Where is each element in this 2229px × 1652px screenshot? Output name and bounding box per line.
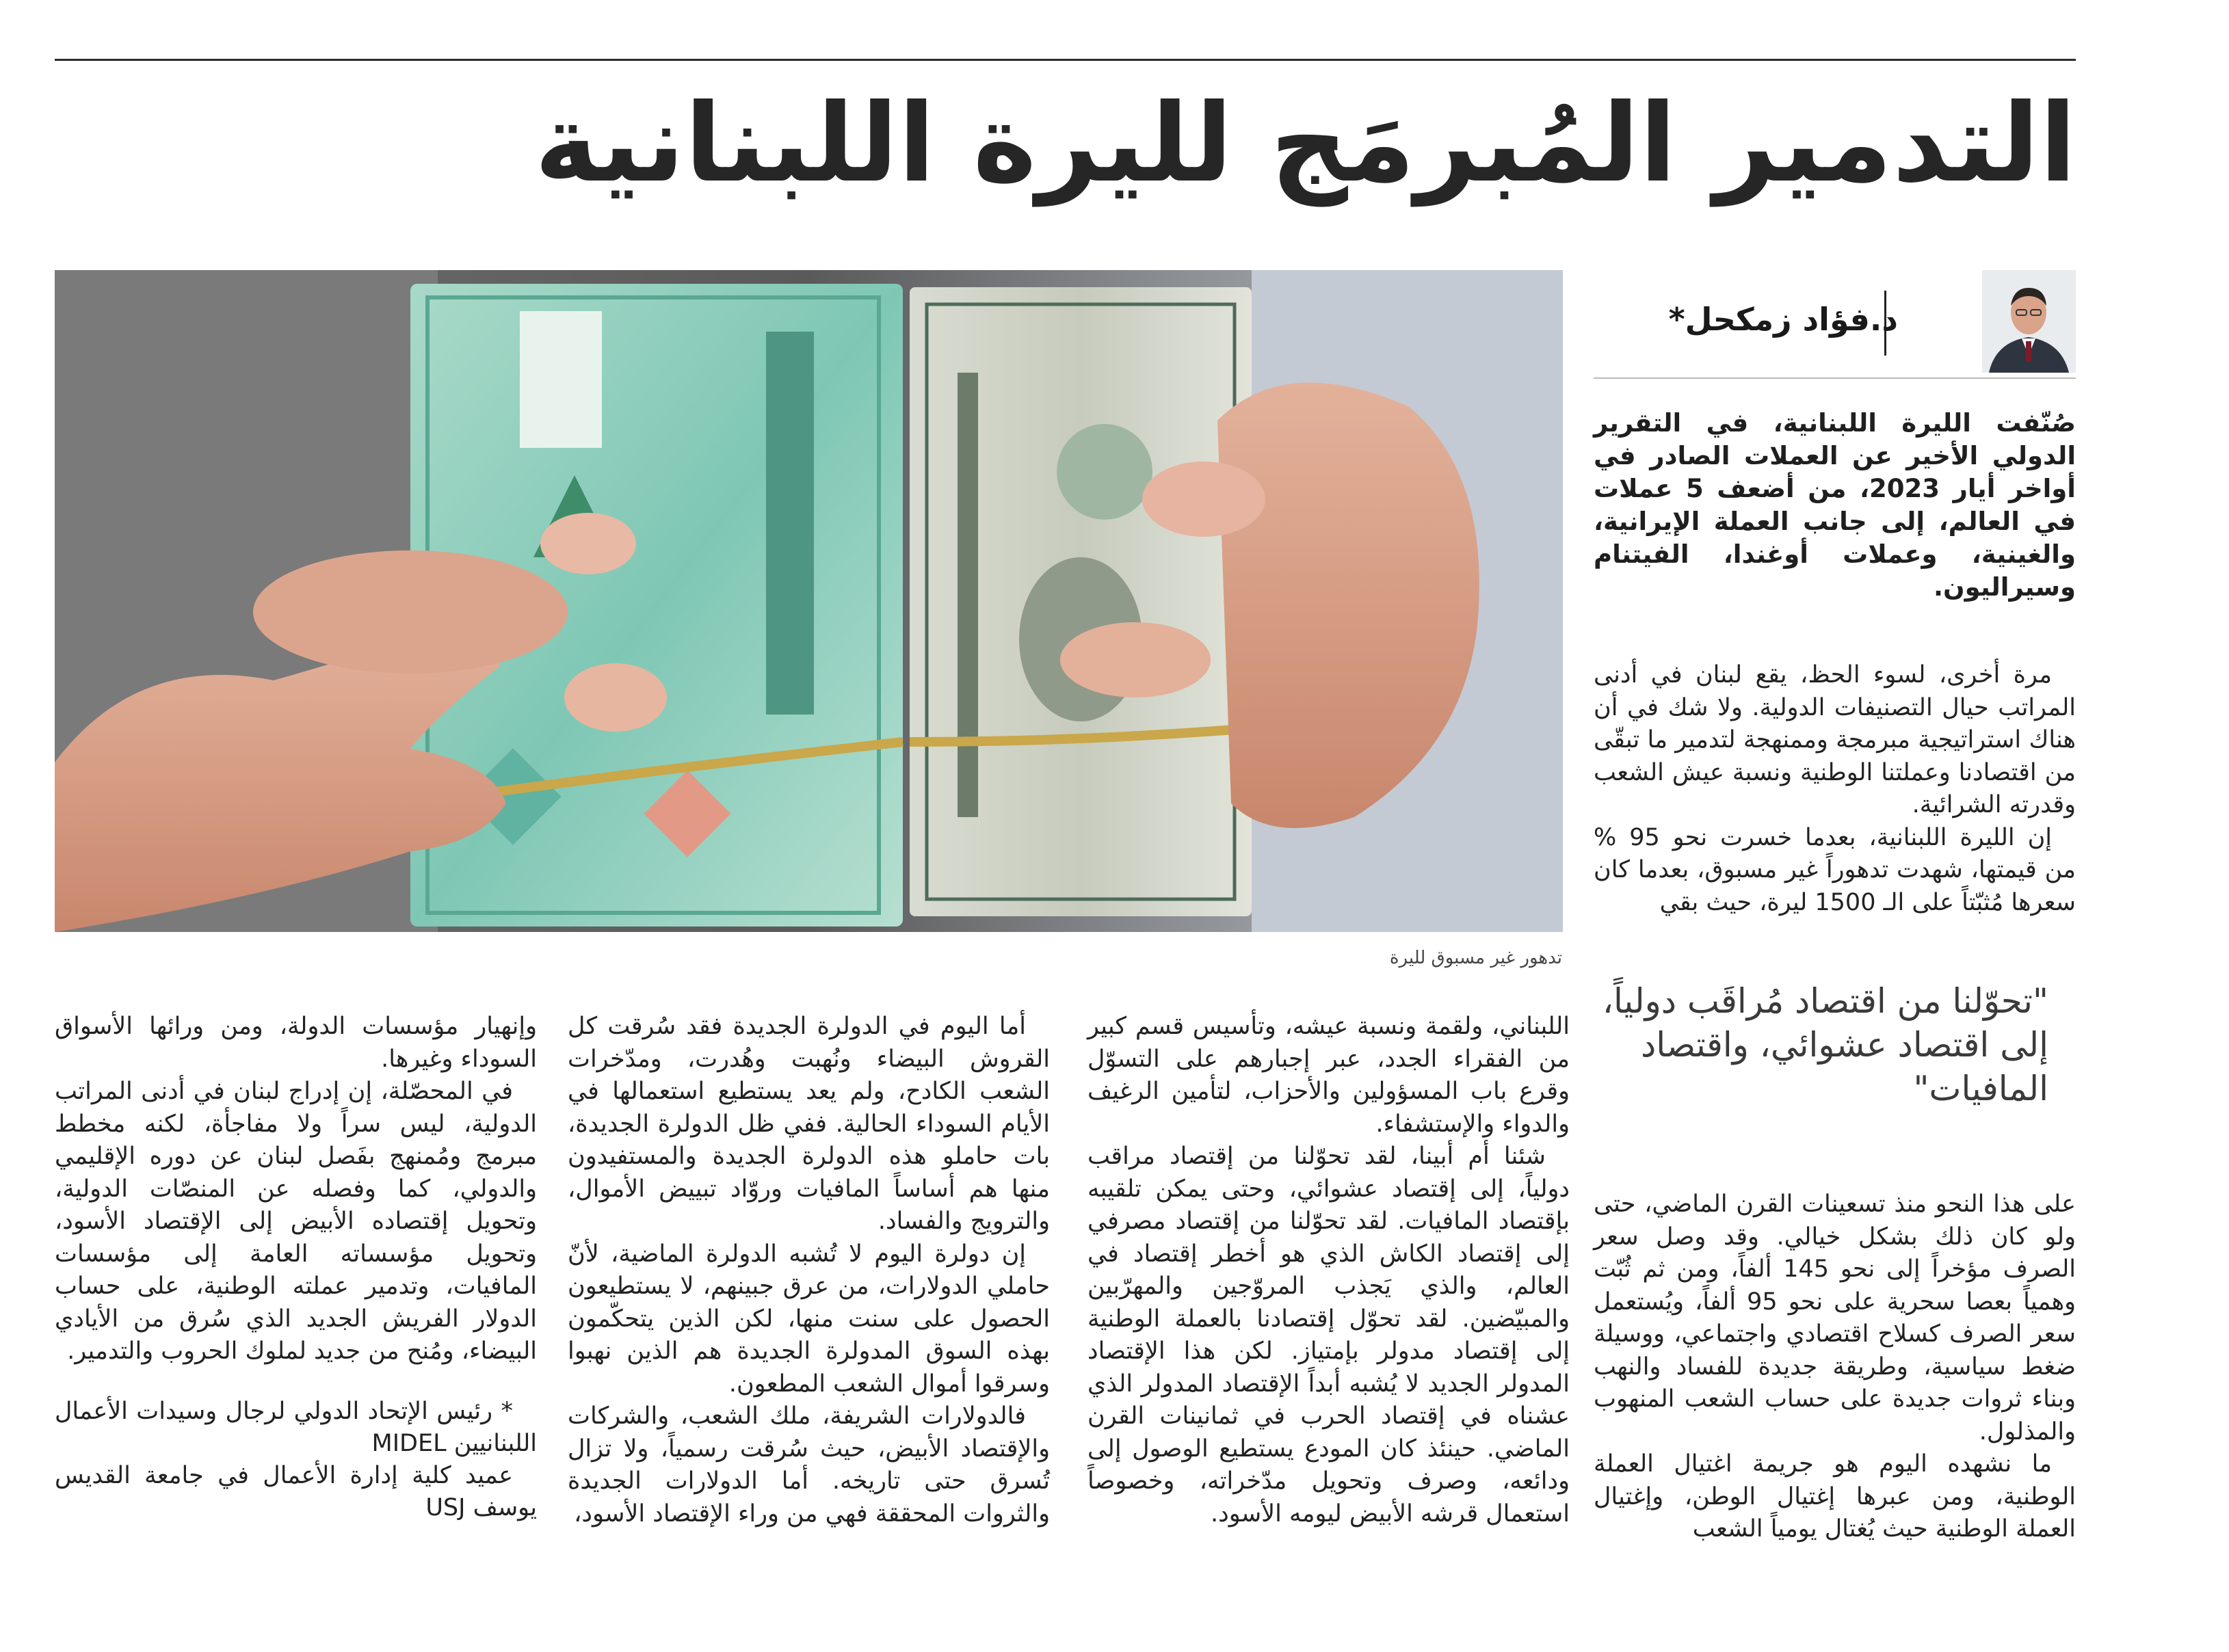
author-portrait	[1982, 270, 2076, 373]
pull-quote: "تحوّلنا من اقتصاد مُراقَب دولياً، إلى اقتصاد عشوائي، واقتصاد المافيات"	[1602, 981, 2048, 1108]
article-photo	[55, 270, 1563, 932]
bio-line: عميد كلية إدارة الأعمال في جامعة القديس يوسف USJ	[55, 1461, 537, 1521]
body-paragraph: مرة أخرى، لسوء الحظ، يقع لبنان في أدنى المراتب حيال التصنيفات الدولية. ولا شك في أن هناك استراتيجية مبرمجة وممنهجة لتدمير ما تبقّى من اقتصادنا وعملتنا الوطنية ونسبة عيش الشعب وقدرته الشرائية.	[1594, 661, 2076, 818]
body-paragraph: إن دولرة اليوم لا تُشبه الدولرة الماضية، لأنّ حاملي الدولارات، من عرق جبينهم، لا يستطيعون الحصول على سنت منها، لكن الذين يتحكّمون بهذه السوق المدولرة الجديدة هم الذين نهبوا وسرقوا أموال الشعب المطعون.	[568, 1240, 1050, 1398]
column-3	[568, 1011, 1050, 1530]
bio-line: * رئيس الإتحاد الدولي لرجال وسيدات الأعمال اللبنانيين MIDEL	[55, 1397, 537, 1457]
body-paragraph: في المحصّلة، إن إدراج لبنان في أدنى المراتب الدولية، ليس سراً ولا مفاجأة، لكنه مخطط مبرمج ومُمنهج بفَصل لبنان عن دوره الإقليمي والدولي، كما وفصله عن المنصّات الدولية، وتحويل إقتصاده الأبيض إلى الإقتصاد الأسود، وتحويل مؤسساته العامة إلى مؤسسات المافيات، وتدمير عملته الوطنية، على حساب الدولار الفريش الجديد الذي سُرق من الأيادي البيضاء، ومُنح من جديد لملوك الحروب والتدمير.	[55, 1078, 537, 1365]
lead-paragraph: صُنّفت الليرة اللبنانية، في التقرير الدولي الأخير عن العملات الصادر في أواخر أيار 2023، من أضعف 5 عملات في العالم، إلى جانب العملة الإيرانية، والغينية، وعملات أوغندا، الفيتنام وسيراليون.	[1594, 408, 2076, 602]
body-paragraph: إن الليرة اللبنانية، بعدما خسرت نحو 95 % من قيمتها، شهدت تدهوراً غير مسبوق، بعدما كان سعرها مُثبّتاً على الـ 1500 ليرة، حيث بقي	[1594, 823, 2076, 916]
body-paragraph: وإنهيار مؤسسات الدولة، ومن ورائها الأسواق السوداء وغيرها.	[55, 1013, 537, 1073]
body-paragraph: شئنا أم أبينا، لقد تحوّلنا من إقتصاد مراقب دولياً، إلى إقتصاد عشوائي، وحتى يمكن تلقيبه بإقتصاد المافيات. لقد تحوّلنا من إقتصاد مصرفي إلى إقتصاد الكاش الذي هو أخطر إقتصاد في العالم، والذي يَجذب المروّجين والمهرّبين والمبيّضين. لقد تحوّل إقتصادنا بالعملة الوطنية إلى إقتصاد مدولر بإمتياز. لكن هذا الإقتصاد المدولر الجديد لا يُشبه أبداً الإقتصاد المدولر الذي عشناه في إقتصاد الحرب في ثمانينات القرن الماضي. حينئذ كان المودع يستطيع الوصول إلى ودائعه، وصرف وتحويل مدّخراته، وخصوصاً استعمال قرشه الأبيض ليومه الأسود.	[1087, 1143, 1570, 1528]
column-4	[55, 1011, 537, 1524]
top-rule	[55, 59, 2076, 61]
body-paragraph: على هذا النحو منذ تسعينات القرن الماضي، حتى ولو كان ذلك بشكل خيالي. وقد وصل سعر الصرف مؤخراً إلى نحو 145 ألفاً، ومن ثم ثُبّت وهمياً بعصا سحرية على نحو 95 ألفاً، ويُستعمل سعر الصرف كسلاح اقتصادي واجتماعي، ووسيلة ضغط سياسية، وطريقة جديدة للفساد والنهب وبناء ثروات جديدة على حساب الشعب المنهوب والمذلول.	[1594, 1190, 2076, 1446]
headline: التدمير المُبرمَج لليرة اللبنانية	[534, 81, 2076, 206]
column-2	[1087, 1011, 1570, 1530]
body-paragraph: فالدولارات الشريفة، ملك الشعب، والشركات والإقتصاد الأبيض، حيث سُرقت رسمياً، ولا تزال تُسرق حتى تاريخه. أما الدولارات الجديدة والثروات المحققة فهي من وراء الإقتصاد الأسود،	[568, 1402, 1050, 1528]
body-paragraph: أما اليوم في الدولرة الجديدة فقد سُرقت كل القروش البيضاء ونُهبت وهُدرت، ومدّخرات الشعب الكادح، ولم يعد يستطيع استعمالها في الأيام السوداء الحالية. ففي ظل الدولرة الجديدة، بات حاملو هذه الدولرة الجديدة والمستفيدون منها هم أساساً المافيات وروّاد تبييض الأموال، والترويج والفساد.	[568, 1013, 1050, 1235]
body-paragraph: اللبناني، ولقمة ونسبة عيشه، وتأسيس قسم كبير من الفقراء الجدد، عبر إجبارهم على التسوّل وقرع باب المسؤولين والأحزاب، لتأمين الرغيف والدواء والإستشفاء.	[1087, 1013, 1570, 1138]
author-name: د.فؤاد زمكحل*	[1668, 301, 1898, 338]
avatar	[1982, 270, 2076, 373]
photo-caption: تدهور غير مسبوق لليرة	[1389, 948, 1562, 968]
column-1-top	[1594, 659, 2076, 919]
money-hands-photo	[55, 270, 1563, 932]
author-bio	[55, 1396, 537, 1524]
column-1-bottom	[1594, 1188, 2076, 1546]
body-paragraph: ما نشهده اليوم هو جريمة اغتيال العملة الوطنية، ومن عبرها إغتيال الوطن، وإغتيال العملة الوطنية حيث يُغتال يومياً الشعب	[1594, 1450, 2076, 1543]
